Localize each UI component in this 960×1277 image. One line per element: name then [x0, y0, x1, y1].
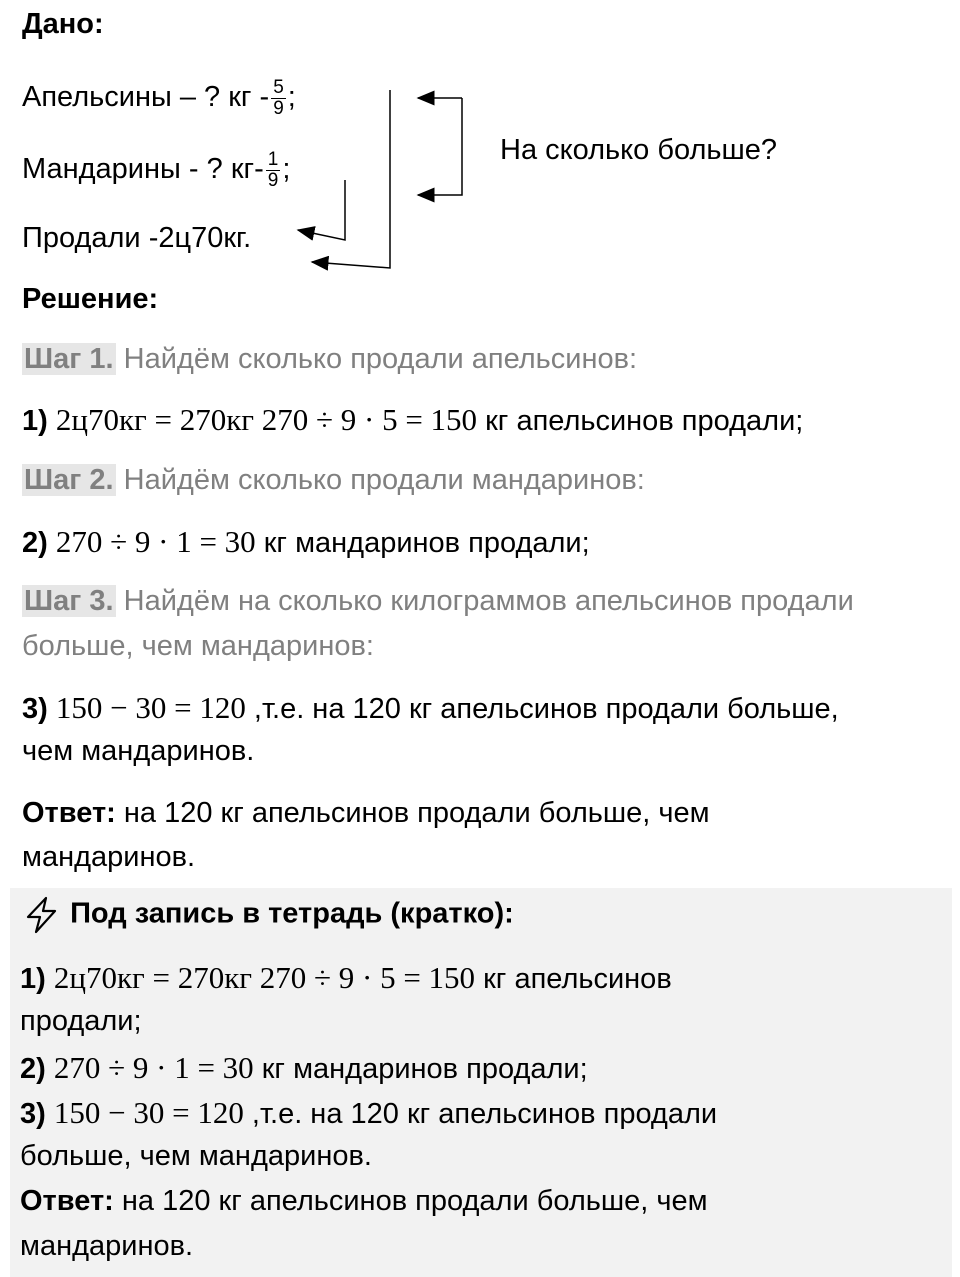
- notebook-heading: Под запись в тетрадь (кратко):: [70, 897, 514, 930]
- nb-item1-number: 1): [20, 963, 46, 995]
- step3-label: Шаг 3.: [24, 585, 114, 617]
- nb-item3-text-line1: ,т.е. на 120 кг апельсинов продали: [243, 1098, 718, 1130]
- step2-label: Шаг 2.: [24, 464, 114, 496]
- given-heading: Дано:: [22, 8, 104, 40]
- nb-answer-text-line1: на 120 кг апельсинов продали больше, чем: [113, 1185, 708, 1217]
- nb-item1-line1: [20, 960, 672, 996]
- item1-math: 2ц70кг = 270кг 270 ÷ 9 · 5 = 150: [55, 402, 478, 437]
- step3-text-line2: больше, чем мандаринов:: [22, 630, 374, 662]
- oranges-label: Апельсины – ? кг -: [22, 81, 270, 114]
- tangerines-frac-num: 1: [267, 149, 279, 170]
- nb-item1-text-line2: продали;: [20, 1005, 142, 1037]
- short-arrow-to-sold: [298, 180, 345, 240]
- item3-text-line2: чем мандаринов.: [22, 735, 255, 767]
- answer-label: Ответ:: [22, 797, 116, 829]
- nb-item3-math: 150 − 30 = 120: [53, 1095, 244, 1130]
- nb-item3-text-line2: больше, чем мандаринов.: [20, 1140, 372, 1172]
- step1-line: [22, 343, 637, 376]
- notebook-heading-line: [22, 895, 514, 935]
- nb-answer-text-line2: мандаринов.: [20, 1230, 194, 1262]
- item3-number: 3): [22, 693, 48, 725]
- nb-answer-label: Ответ:: [20, 1185, 114, 1217]
- bracket-arrow-top: [418, 98, 462, 195]
- oranges-frac-num: 5: [273, 77, 284, 98]
- step2-text: Найдём сколько продали мандаринов:: [115, 464, 645, 496]
- item1-text: кг апельсинов продали;: [477, 405, 804, 437]
- nb-item3-line1: [20, 1095, 717, 1131]
- item2-math: 270 ÷ 9 · 1 = 30: [55, 524, 256, 559]
- oranges-frac-den: 9: [273, 98, 284, 119]
- solution-heading: Решение:: [22, 283, 159, 315]
- item3-math: 150 − 30 = 120: [55, 690, 246, 725]
- long-arrow-to-sold: [312, 90, 390, 268]
- tangerines-semicolon: ;: [282, 153, 291, 186]
- relation-arrows: [0, 0, 960, 290]
- oranges-semicolon: ;: [287, 81, 296, 114]
- nb-item2-text: кг мандаринов продали;: [253, 1053, 588, 1085]
- item2-number: 2): [22, 527, 48, 559]
- step3-text-line1: Найдём на сколько килограммов апельсинов продали: [115, 585, 854, 617]
- item3-text-line1: ,т.е. на 120 кг апельсинов продали больше,: [245, 693, 839, 725]
- nb-item2-line: [20, 1050, 588, 1086]
- lightning-icon: [22, 895, 62, 935]
- nb-item1-text-line1: кг апельсинов: [475, 963, 672, 995]
- item1-number: 1): [22, 405, 48, 437]
- nb-item1-math: 2ц70кг = 270кг 270 ÷ 9 · 5 = 150: [53, 960, 476, 995]
- step3-line1: [22, 585, 854, 618]
- item2-text: кг мандаринов продали;: [255, 527, 590, 559]
- item3-line1: [22, 690, 839, 726]
- answer-text-line2: мандаринов.: [22, 841, 196, 873]
- step2-line: [22, 464, 645, 497]
- answer-line1: [22, 797, 710, 830]
- question-text: На сколько больше?: [500, 134, 778, 166]
- item2-line: [22, 524, 590, 560]
- nb-item2-number: 2): [20, 1053, 46, 1085]
- nb-item2-math: 270 ÷ 9 · 1 = 30: [53, 1050, 254, 1085]
- nb-answer-line1: [20, 1185, 708, 1218]
- tangerines-frac-den: 9: [267, 170, 279, 191]
- tangerines-label: Мандарины - ? кг-: [22, 153, 264, 186]
- step1-label: Шаг 1.: [24, 343, 114, 375]
- answer-text-line1: на 120 кг апельсинов продали больше, чем: [115, 797, 710, 829]
- item1-line: [22, 402, 803, 438]
- step1-text: Найдём сколько продали апельсинов:: [115, 343, 638, 375]
- sold-line: Продали -2ц70кг.: [22, 222, 252, 254]
- nb-item3-number: 3): [20, 1098, 46, 1130]
